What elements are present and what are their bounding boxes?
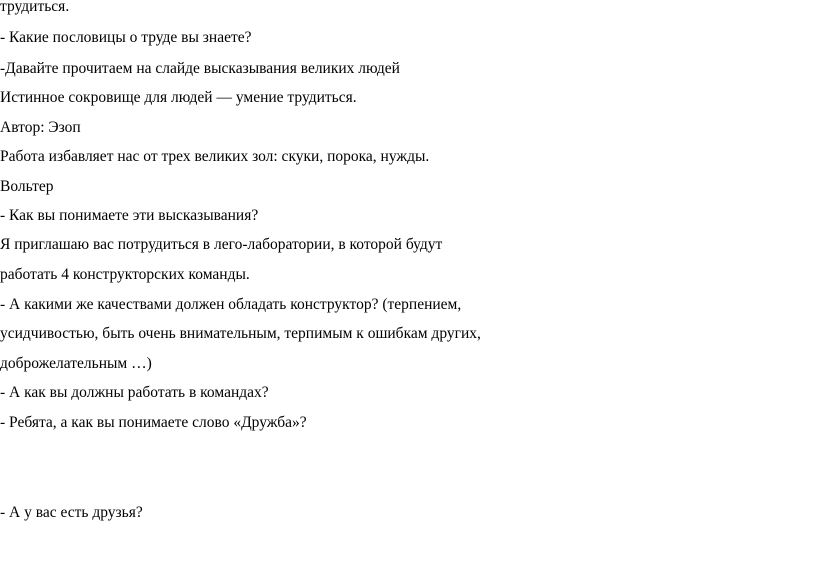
text-line: Автор: Эзоп	[0, 119, 81, 136]
text-line: Вольтер	[0, 178, 54, 195]
text-line: - А у вас есть друзья?	[0, 504, 143, 521]
text-line: - А как вы должны работать в командах?	[0, 384, 269, 401]
text-line: работать 4 конструкторских команды.	[0, 266, 250, 283]
text-line: -Давайте прочитаем на слайде высказывания великих людей	[0, 60, 400, 77]
text-line: - А какими же качествами должен обладать конструктор? (терпением,	[0, 296, 462, 313]
text-line: - Какие пословицы о труде вы знаете?	[0, 29, 252, 46]
text-line: Истинное сокровище для людей — умение трудиться.	[0, 89, 357, 106]
text-line: трудиться.	[0, 0, 70, 15]
text-line: усидчивостью, быть очень внимательным, терпимым к ошибкам других,	[0, 325, 481, 342]
text-line: Я приглашаю вас потрудиться в лего-лаборатории, в которой будут	[0, 236, 443, 253]
text-line: Работа избавляет нас от трех великих зол: скуки, порока, нужды.	[0, 148, 430, 165]
text-line: - Как вы понимаете эти высказывания?	[0, 207, 259, 224]
text-line: - Ребята, а как вы понимаете слово «Дружба»?	[0, 414, 307, 431]
text-line: доброжелательным …)	[0, 355, 152, 372]
